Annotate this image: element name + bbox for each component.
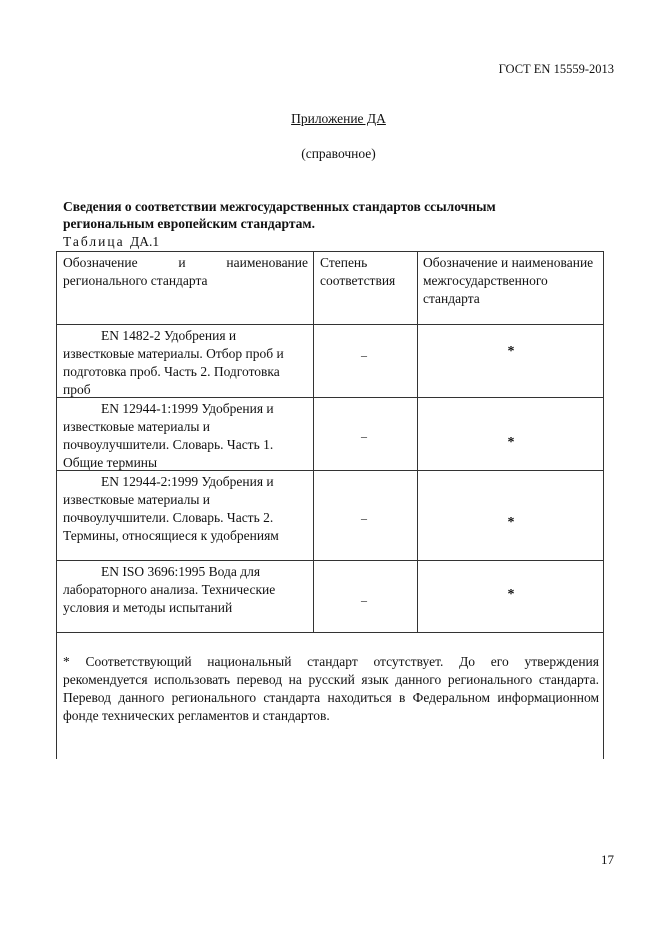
appendix-subtitle: (справочное) xyxy=(301,146,376,161)
column-header-degree: Степень соответствия xyxy=(320,255,396,288)
table-label-prefix: Таблица xyxy=(63,234,125,249)
column-header-interstate: Обозначение и наименование межгосударственного стандарта xyxy=(423,255,594,306)
table-row-interstate: * xyxy=(507,515,515,530)
table-row-standard: EN ISO 3696:1995 Вода для лабораторного анализа. Технические условия и методы испытаний xyxy=(63,564,276,615)
document-code: ГОСТ EN 15559-2013 xyxy=(498,62,614,76)
appendix-title: Приложение ДА xyxy=(291,111,386,126)
table-row-standard: EN 12944-2:1999 Удобрения и известковые материалы и почвоулучшители. Словарь. Часть 2. Термины, относящиеся к удобрениям xyxy=(63,474,279,543)
table-footnote: * Соответствующий национальный стандарт отсутствует. До его утверждения рекомендуется использовать перевод на русский язык данного регионального стандарта. Перевод данного регионального стандарта находиться в Федеральном информационном фонде технических регламентов и стандартов. xyxy=(63,654,599,723)
table-row-degree: – xyxy=(361,429,367,443)
table-row-degree: – xyxy=(361,348,367,362)
table-row-degree: – xyxy=(361,593,367,607)
table-label-id: ДА.1 xyxy=(130,234,160,249)
table-row-interstate: * xyxy=(507,435,515,450)
table-row-interstate: * xyxy=(507,587,515,602)
section-heading: Сведения о соответствии межгосударственных стандартов ссылочным региональным европейским стандартам. xyxy=(63,199,496,231)
correspondence-table xyxy=(56,251,604,759)
column-header-regional: Обозначение и наименование регионального стандарта xyxy=(63,255,308,288)
table-label xyxy=(63,234,159,250)
page-number: 17 xyxy=(601,852,614,867)
table-row-standard: EN 1482-2 Удобрения и известковые материалы. Отбор проб и подготовка проб. Часть 2. Подготовка проб xyxy=(63,328,284,397)
table-row-standard: EN 12944-1:1999 Удобрения и известковые материалы и почвоулучшители. Словарь. Часть 1. Общие термины xyxy=(63,401,274,470)
table-row-degree: – xyxy=(361,511,367,525)
table-row-interstate: * xyxy=(507,344,515,359)
